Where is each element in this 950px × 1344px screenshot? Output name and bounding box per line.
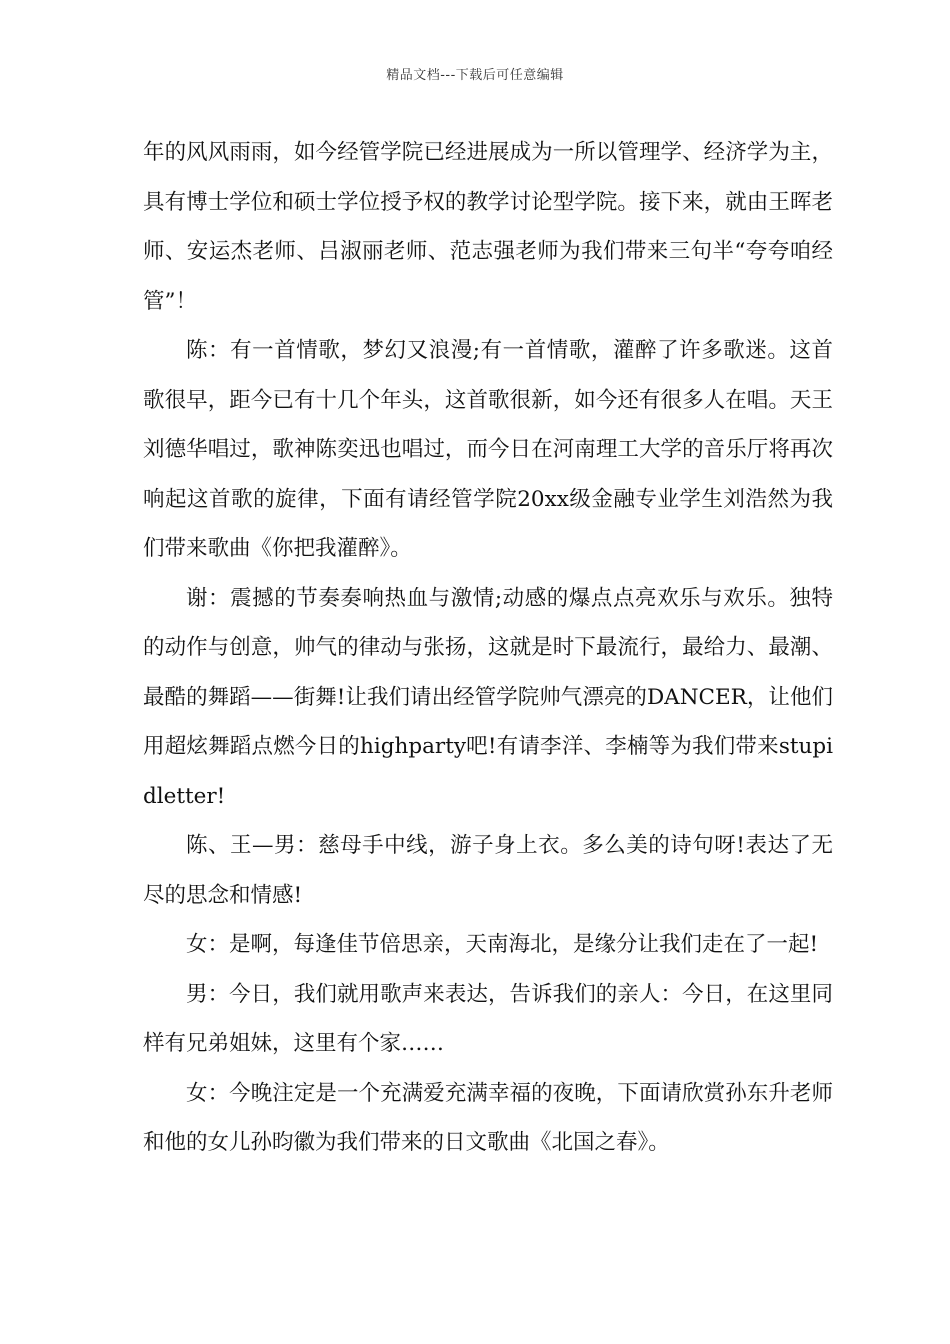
document-body	[143, 128, 833, 1168]
paragraph: 女：今晚注定是一个充满爱充满幸福的夜晚，下面请欣赏孙东升老师和他的女儿孙昀徽为我们带来的日文歌曲《北国之春》。	[143, 1080, 833, 1155]
paragraph: 女：是啊，每逢佳节倍思亲，天南海北，是缘分让我们走在了一起!	[186, 932, 819, 957]
paragraph: 陈：有一首情歌，梦幻又浪漫;有一首情歌，灌醉了许多歌迷。这首歌很早，距今已有十几个年头，这首歌很新，如今还有很多人在唱。天王刘德华唱过，歌神陈奕迅也唱过，而今日在河南理工大学的音乐厅将再次响起这首歌的旋律，下面有请经管学院20xx级金融专业学生刘浩然为我们带来歌曲《你把我灌醉》。	[143, 338, 833, 561]
paragraph: 年的风风雨雨，如今经管学院已经进展成为一所以管理学、经济学为主，具有博士学位和硕士学位授予权的教学讨论型学院。接下来，就由王晖老师、安运杰老师、吕淑丽老师、范志强老师为我们带来三句半“夸夸咱经管”！	[143, 140, 833, 314]
paragraph: 谢：震撼的节奏奏响热血与激情;动感的爆点点亮欢乐与欢乐。独特的动作与创意，帅气的律动与张扬，这就是时下最流行，最给力、最潮、最酷的舞蹈——街舞!让我们请出经管学院帅气漂亮的DANCER，让他们用超炫舞蹈点燃今日的highparty吧!有请李洋、李楠等为我们带来stupidletter!	[143, 585, 833, 809]
page-header: 精品文档---下载后可任意编辑	[386, 68, 564, 83]
paragraph: 陈、王—男：慈母手中线，游子身上衣。多么美的诗句呀!表达了无尽的思念和情感!	[143, 833, 833, 908]
paragraph: 男：今日，我们就用歌声来表达，告诉我们的亲人：今日，在这里同样有兄弟姐妹，这里有个家……	[143, 981, 833, 1056]
